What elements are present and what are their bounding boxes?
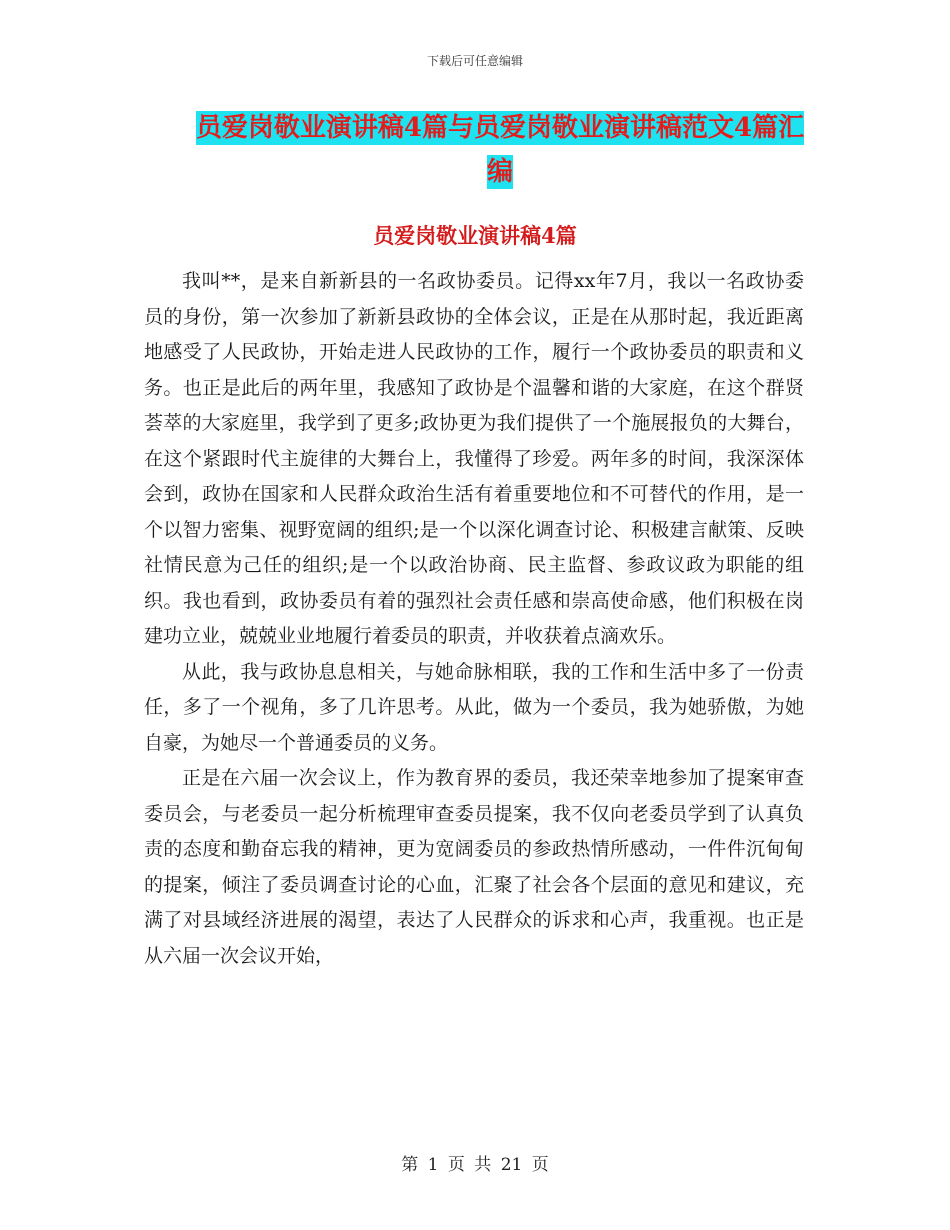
page-footer-number: 第 1 页 共 21 页 [401,1155,549,1175]
document-title [190,106,810,194]
document-body [144,264,804,974]
page-header-note: 下载后可任意编辑 [426,54,523,68]
document-title-highlight: 员爱岗敬业演讲稿4篇与员爱岗敬业演讲稿范文4篇汇编 [195,113,805,187]
body-paragraph: 正是在六届一次会议上，作为教育界的委员，我还荣幸地参加了提案审查委员会，与老委员一起分析梳理审查委员提案，我不仅向老委员学到了认真负责的态度和勤奋忘我的精神，更为宽阔委员的参政热情所感动，一件件沉甸甸的提案，倾注了委员调查讨论的心血，汇聚了社会各个层面的意见和建议，充满了对县域经济进展的渴望，表达了人民群众的诉求和心声，我重视。也正是从六届一次会议开始， [144,767,804,967]
section-title: 员爱岗敬业演讲稿4篇 [373,223,577,248]
body-paragraph: 从此，我与政协息息相关，与她命脉相联，我的工作和生活中多了一份责任，多了一个视角，多了几许思考。从此，做为一个委员，我为她骄傲，为她自豪，为她尽一个普通委员的义务。 [144,660,804,754]
body-paragraph: 我叫**，是来自新新县的一名政协委员。记得xx年7月，我以一名政协委员的身份，第一次参加了新新县政协的全体会议，正是在从那时起，我近距离地感受了人民政协，开始走进人民政协的工作，履行一个政协委员的职责和义务。也正是此后的两年里，我感知了政协是个温馨和谐的大家庭，在这个群贤荟萃的大家庭里，我学到了更多;政协更为我们提供了一个施展报负的大舞台，在这个紧跟时代主旋律的大舞台上，我懂得了珍爱。两年多的时间，我深深体会到，政协在国家和人民群众政治生活有着重要地位和不可替代的作用，是一个以智力密集、视野宽阔的组织;是一个以深化调查讨论、积极建言献策、反映社情民意为己任的组织;是一个以政治协商、民主监督、参政议政为职能的组织。我也看到，政协委员有着的强烈社会责任感和崇高使命感，他们积极在岗建功立业，兢兢业业地履行着委员的职责，并收获着点滴欢乐。 [144,270,804,647]
